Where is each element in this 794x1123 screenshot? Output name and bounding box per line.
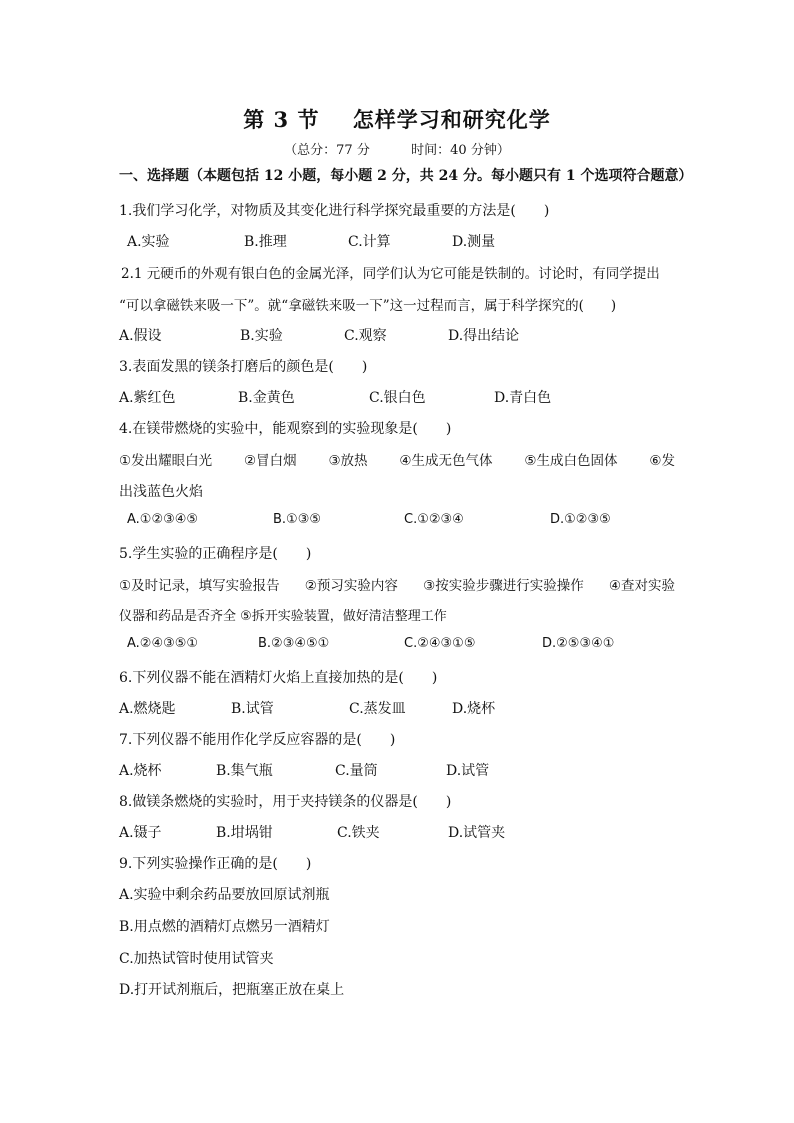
option-b: B.推理 — [244, 234, 287, 250]
option-b: B.试管 — [231, 701, 274, 717]
option-b: B.②③④⑤① — [258, 636, 330, 651]
option-b: B.坩埚钳 — [216, 825, 273, 841]
question-2-stem-line2: “可以拿磁铁来吸一下”。就“拿磁铁来吸一下”这一过程而言，属于科学探究的( ) — [119, 298, 617, 314]
item-2: ②冒白烟 — [243, 453, 297, 469]
option-a: A.实验 — [127, 234, 170, 250]
option-a: A.烧杯 — [119, 763, 162, 779]
question-7-stem: 7.下列仪器不能用作化学反应容器的是( ) — [119, 732, 396, 748]
option-d: D.试管夹 — [448, 825, 506, 841]
question-1-stem: 1.我们学习化学，对物质及其变化进行科学探究最重要的方法是( ) — [119, 203, 550, 219]
option-c: C.银白色 — [369, 390, 426, 406]
question-4-items-line2: 出浅蓝色火焰 — [119, 484, 203, 500]
question-4-items — [119, 449, 675, 469]
page-title: 第 3 节 怎样学习和研究化学 — [243, 107, 551, 132]
option-a: A.①②③④⑤ — [127, 512, 199, 527]
item-4: ④生成无色气体 — [399, 453, 493, 469]
option-a: A.紫红色 — [119, 390, 176, 406]
question-9-option-b: B.用点燃的酒精灯点燃另一酒精灯 — [119, 919, 330, 935]
option-d: D.青白色 — [494, 390, 552, 406]
question-2-stem-line1: 2.1 元硬币的外观有银白色的金属光泽，同学们认为它可能是铁制的。讨论时，有同学提出 — [121, 266, 660, 282]
option-a: A.假设 — [119, 328, 162, 344]
option-d: D.①②③⑤ — [550, 512, 611, 527]
question-9-option-a: A.实验中剩余药品要放回原试剂瓶 — [119, 887, 330, 903]
item-4: ④查对实验 — [608, 578, 675, 594]
option-c: C.计算 — [348, 234, 391, 250]
question-5-items-line2: 仪器和药品是否齐全 ⑤拆开实验装置，做好清洁整理工作 — [119, 609, 447, 624]
option-b: B.金黄色 — [238, 390, 295, 406]
option-a: A.燃烧匙 — [119, 701, 176, 717]
option-b: B.①③⑤ — [273, 512, 322, 527]
option-b: B.实验 — [240, 328, 283, 344]
option-d: D.试管 — [446, 763, 490, 779]
option-c: C.蒸发皿 — [349, 701, 406, 717]
option-c: C.观察 — [344, 328, 387, 344]
option-b: B.集气瓶 — [216, 763, 273, 779]
question-3-stem: 3.表面发黑的镁条打磨后的颜色是( ) — [119, 359, 368, 375]
item-6: ⑥发 — [649, 453, 675, 469]
option-d: D.得出结论 — [448, 328, 520, 344]
question-5-items — [119, 574, 675, 594]
question-8-stem: 8.做镁条燃烧的实验时，用于夹持镁条的仪器是( ) — [119, 794, 452, 810]
option-d: D.烧杯 — [452, 701, 496, 717]
section-heading: 一、选择题（本题包括 12 小题，每小题 2 分，共 24 分。每小题只有 1 个选项符合题意） — [119, 168, 693, 184]
item-5: ⑤生成白色固体 — [524, 453, 618, 469]
item-2: ②预习实验内容 — [304, 578, 398, 594]
exam-meta: （总分：77 分 时间：40 分钟） — [284, 143, 510, 158]
option-a: A.②④③⑤① — [127, 636, 199, 651]
option-c: C.①②③④ — [404, 512, 464, 527]
item-1: ①及时记录，填写实验报告 — [119, 578, 280, 594]
item-3: ③按实验步骤进行实验操作 — [423, 578, 584, 594]
option-c: C.②④③①⑤ — [404, 636, 476, 651]
option-d: D.测量 — [452, 234, 496, 250]
question-6-stem: 6.下列仪器不能在酒精灯火焰上直接加热的是( ) — [119, 670, 438, 686]
question-5-stem: 5.学生实验的正确程序是( ) — [119, 546, 312, 562]
item-1: ①发出耀眼白光 — [119, 453, 213, 469]
question-9-stem: 9.下列实验操作正确的是( ) — [119, 856, 312, 872]
question-9-option-d: D.打开试剂瓶后，把瓶塞正放在桌上 — [119, 982, 345, 998]
option-d: D.②⑤③④① — [542, 636, 615, 651]
item-3: ③放热 — [328, 453, 368, 469]
question-4-stem: 4.在镁带燃烧的实验中，能观察到的实验现象是( ) — [119, 421, 452, 437]
option-c: C.量筒 — [335, 763, 378, 779]
option-a: A.镊子 — [119, 825, 162, 841]
option-c: C.铁夹 — [337, 825, 380, 841]
question-9-option-c: C.加热试管时使用试管夹 — [119, 951, 274, 967]
